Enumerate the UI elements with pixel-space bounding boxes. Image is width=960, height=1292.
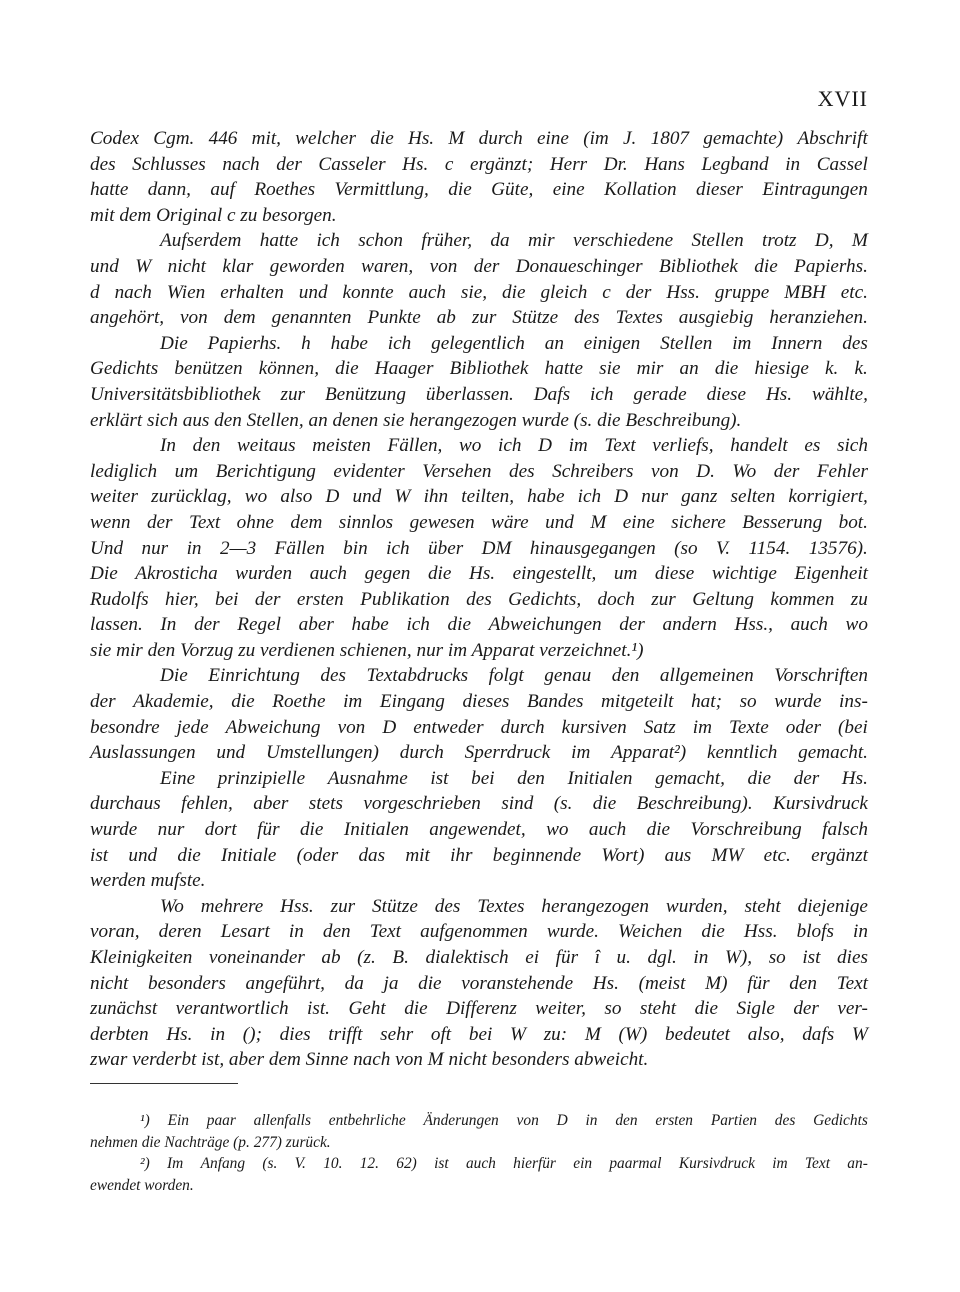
text-line: angehört, von dem genannten Punkte ab zur Stütze des Textes ausgiebig heranziehen. [90, 307, 868, 329]
text-line: voran, deren Lesart in den Text aufgenommen wurde. Weichen die Hss. blofs in [90, 921, 868, 943]
text-line: zwar verderbt ist, aber dem Sinne nach von M nicht besonders abweicht. [90, 1049, 649, 1071]
text-line: zunächst verantwortlich ist. Geht die Differenz weiter, so steht die Sigle der ver- [90, 998, 868, 1020]
text-line: wenn der Text ohne dem sinnlos gewesen wäre und M eine sichere Besserung bot. [90, 511, 868, 533]
text-line: Die Akrosticha wurden auch gegen die Hs. eingestellt, um diese wichtige Eigenheit [90, 563, 868, 585]
text-line: wurde nur dort für die Initialen angewendet, wo auch die Vorschreibung falsch [90, 819, 868, 841]
text-line: Wo mehrere Hss. zur Stütze des Textes herangezogen wurden, steht diejenige [160, 895, 868, 917]
text-line: Aufserdem hatte ich schon früher, da mir verschiedene Stellen trotz D, M [160, 230, 868, 252]
text-line: nicht besonders angeführt, da ja die voranstehende Hs. (meist M) für den Text [90, 972, 868, 994]
text-line: werden mufste. [90, 870, 206, 892]
footnote-rule [90, 1083, 238, 1084]
text-line: Die Einrichtung des Textabdrucks folgt genau den allgemeinen Vorschriften [160, 665, 868, 687]
footnote-line: ewendet worden. [90, 1176, 194, 1194]
text-line: Kleinigkeiten voneinander ab (z. B. dialektisch ei für î u. dgl. in W), so ist dies [90, 947, 868, 968]
text-line: mit dem Original c zu besorgen. [90, 204, 337, 226]
footnote-line: ²) Im Anfang (s. V. 10. 12. 62) ist auch hierfür ein paarmal Kursivdruck im Text an- [140, 1155, 868, 1173]
footnotes [90, 1110, 868, 1196]
text-line: durchaus fehlen, aber stets vorgeschrieben sind (s. die Beschreibung). Kursivdruck [90, 793, 868, 815]
text-line: In den weitaus meisten Fällen, wo ich D im Text verliefs, handelt es sich [160, 435, 868, 457]
text-line: Auslassungen und Umstellungen) durch Sperrdruck im Apparat²) kenntlich gemacht. [90, 742, 868, 764]
text-line: besondre jede Abweichung von D entweder durch kursiven Satz im Texte oder (bei [90, 716, 868, 738]
text-line: Universitätsbibliothek zur Benützung überlassen. Dafs ich gerade diese Hs. wählte, [90, 383, 868, 405]
text-line: derbten Hs. in (); dies trifft sehr oft bei W zu: M (W) bedeutet also, dafs W [90, 1023, 868, 1045]
text-line: weiter zurücklag, wo also D und W ihn teilten, habe ich D nur ganz selten korrigiert, [90, 486, 868, 508]
text-line: der Akademie, die Roethe im Eingang dieses Bandes mitgeteilt hat; so wurde ins- [90, 691, 868, 713]
text-line: lassen. In der Regel aber habe ich die Abweichungen der andern Hss., auch wo [90, 614, 868, 636]
text-line: Codex Cgm. 446 mit, welcher die Hs. M durch eine (im J. 1807 gemachte) Abschrift [90, 128, 868, 149]
text-line: Rudolfs hier, bei der ersten Publikation des Gedichts, doch zur Geltung kommen zu [90, 588, 868, 610]
text-line: Die Papierhs. h habe ich gelegentlich an einigen Stellen im Innern des [160, 332, 868, 354]
text-line: Und nur in 2—3 Fällen bin ich über DM hinausgegangen (so V. 1154. 13576). [90, 537, 868, 559]
text-line: ist und die Initiale (oder das mit ihr beginnende Wort) aus MW etc. ergänzt [90, 844, 868, 866]
text-line: lediglich um Berichtigung evidenter Versehen des Schreibers von D. Wo der Fehler [90, 460, 868, 482]
text-line: erklärt sich aus den Stellen, an denen sie herangezogen wurde (s. die Beschreibung). [90, 409, 742, 431]
text-line: Gedichts benützen können, die Haager Bibliothek hatte sie mir an die hiesige k. k. [90, 358, 868, 380]
text-line: Eine prinzipielle Ausnahme ist bei den Initialen gemacht, die der Hs. [160, 767, 868, 789]
footnote-line: nehmen die Nachträge (p. 277) zurück. [90, 1133, 331, 1151]
text-line: d nach Wien erhalten und konnte auch sie, die gleich c der Hss. gruppe MBH etc. [90, 281, 868, 303]
body-text [90, 126, 868, 1073]
page-number: XVII [817, 86, 868, 111]
footnote-line: ¹) Ein paar allenfalls entbehrliche Änderungen von D in den ersten Partien des Gedichts [140, 1112, 868, 1129]
text-line: und W nicht klar geworden waren, von der Donaueschinger Bibliothek die Papierhs. [90, 255, 868, 277]
text-line: sie mir den Vorzug zu verdienen schienen, nur im Apparat verzeichnet.¹) [90, 639, 644, 661]
text-line: hatte dann, auf Roethes Vermittlung, die Güte, eine Kollation dieser Eintragungen [90, 179, 868, 201]
text-line: des Schlusses nach der Casseler Hs. c ergänzt; Herr Dr. Hans Legband in Cassel [90, 153, 868, 175]
